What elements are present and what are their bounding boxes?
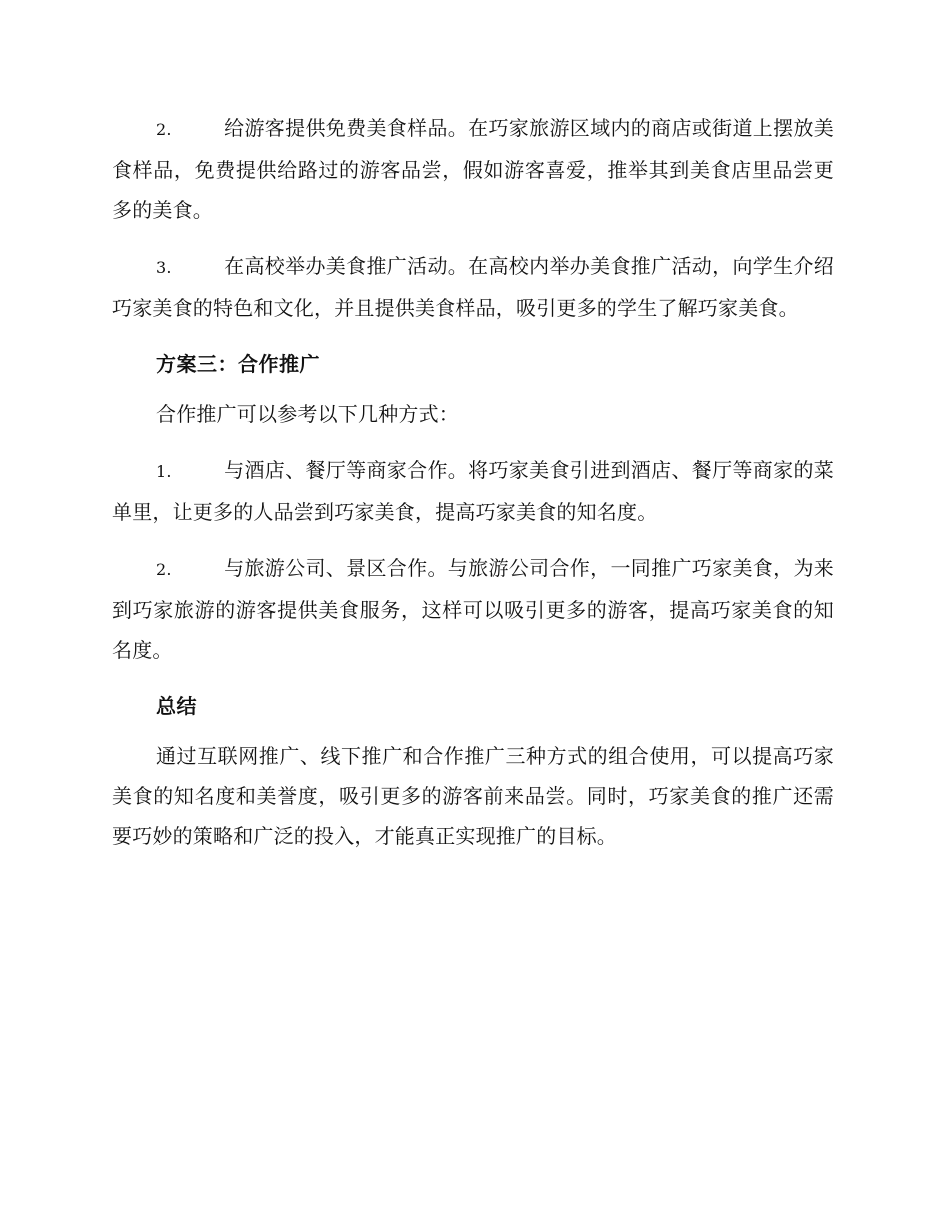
paragraph: 通过互联网推广、线下推广和合作推广三种方式的组合使用，可以提高巧家美食的知名度和美誉度，吸引更多的游客前来品尝。同时，巧家美食的推广还需要巧妙的策略和广泛的投入，才能真正实现推广的目标。: [112, 744, 834, 848]
list-item-text: 与旅游公司、景区合作。与旅游公司合作，一同推广巧家美食，为来到巧家旅游的游客提供美食服务，这样可以吸引更多的游客，提高巧家美食的知名度。: [112, 556, 834, 662]
list-number: 2.: [156, 120, 172, 139]
section-heading-cooperation: 方案三：合作推广: [156, 352, 320, 376]
list-number: 1.: [156, 462, 172, 481]
list-item: [112, 450, 834, 532]
list-number: 2.: [156, 560, 172, 579]
list-item-text: 在高校举办美食推广活动。在高校内举办美食推广活动，向学生介绍巧家美食的特色和文化，并且提供美食样品，吸引更多的学生了解巧家美食。: [112, 254, 834, 320]
list-number: 3.: [156, 258, 172, 277]
list-item: [112, 108, 834, 230]
section-heading-summary: 总结: [156, 694, 197, 718]
list-item-text: 与酒店、餐厅等商家合作。将巧家美食引进到酒店、餐厅等商家的菜单里，让更多的人品尝到巧家美食，提高巧家美食的知名度。: [112, 458, 834, 524]
list-item: [112, 246, 834, 328]
document-body: [112, 108, 834, 872]
list-item-text: 给游客提供免费美食样品。在巧家旅游区域内的商店或街道上摆放美食样品，免费提供给路过的游客品尝，假如游客喜爱，推举其到美食店里品尝更多的美食。: [112, 116, 834, 222]
paragraph: 合作推广可以参考以下几种方式：: [156, 402, 459, 426]
list-item: [112, 548, 834, 670]
